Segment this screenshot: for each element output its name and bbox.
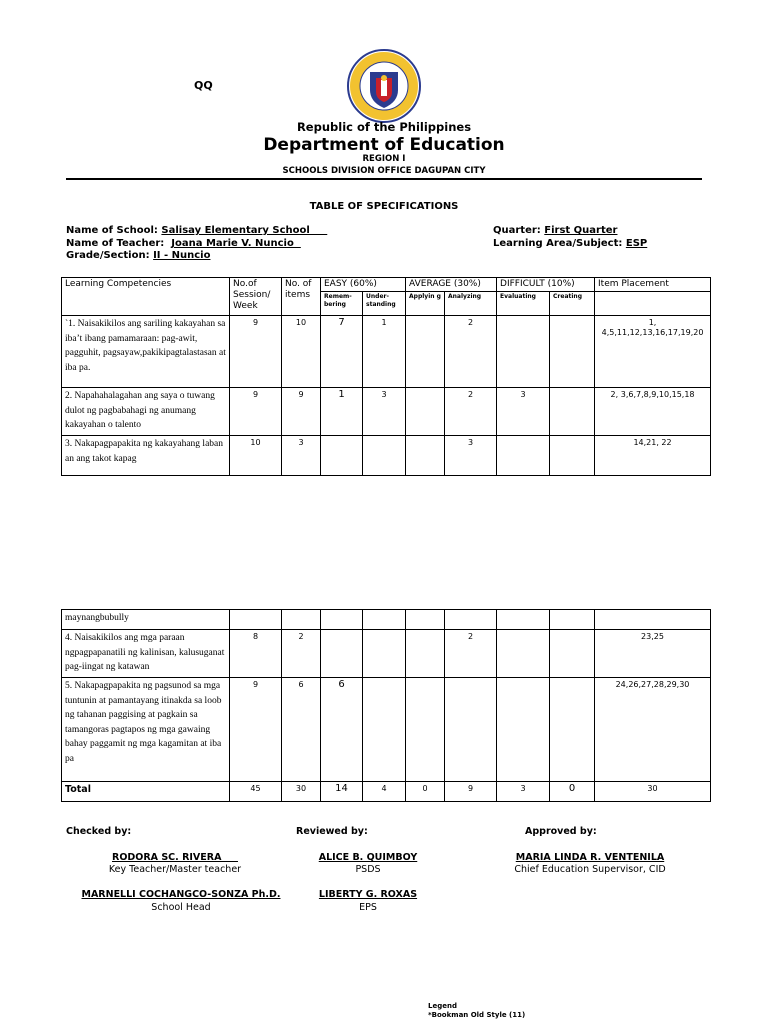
creating-cell xyxy=(550,316,595,388)
remembering-cell xyxy=(321,610,363,630)
competency-cell: 4. Naisakikilos ang mga paraan ngpagpapanatili ng kalinisan, kalusuganat pag-iingat ng katawan xyxy=(62,630,230,678)
header-placement-blank xyxy=(595,292,711,316)
evaluating-cell xyxy=(497,316,550,388)
header-understanding: Under-standing xyxy=(363,292,406,316)
creating-cell xyxy=(550,630,595,678)
items-cell: 9 xyxy=(282,388,321,436)
items-cell: 3 xyxy=(282,436,321,476)
placement-cell: 23,25 xyxy=(595,630,711,678)
signatory-role-2: PSDS xyxy=(355,864,381,875)
legend-title: Legend xyxy=(428,1002,457,1010)
applying-cell xyxy=(406,316,445,388)
sessions-cell xyxy=(230,610,282,630)
tos-table-part1 xyxy=(61,277,711,476)
header-difficult: DIFFICULT (10%) xyxy=(497,278,595,292)
analyzing-cell xyxy=(445,610,497,630)
header-average: AVERAGE (30%) xyxy=(406,278,497,292)
signatory-role-3: Chief Education Supervisor, CID xyxy=(514,864,666,875)
applying-cell xyxy=(406,678,445,782)
page-title: TABLE OF SPECIFICATIONS xyxy=(309,201,459,212)
placement-cell: 14,21, 22 xyxy=(595,436,711,476)
total-sessions: 45 xyxy=(230,782,282,802)
legend-line: *Bookman Old Style (11) xyxy=(428,1011,526,1019)
checked-by-label: Checked by: xyxy=(66,826,132,837)
total-items: 30 xyxy=(282,782,321,802)
remembering-cell xyxy=(321,436,363,476)
signatory-name-5: LIBERTY G. ROXAS xyxy=(318,889,418,900)
signatory-role-4: School Head xyxy=(151,902,211,913)
quarter-value: First Quarter xyxy=(544,225,618,236)
header-remembering: Remem-bering xyxy=(321,292,363,316)
school-value: Salisay Elementary School xyxy=(161,225,328,236)
placement-cell xyxy=(595,610,711,630)
school-info xyxy=(66,225,327,236)
analyzing-cell xyxy=(445,678,497,782)
header-divider xyxy=(66,178,702,180)
signatory-name-4: MARNELLI COCHANGCO-SONZA Ph.D. xyxy=(81,889,281,900)
items-cell xyxy=(282,610,321,630)
remembering-cell xyxy=(321,630,363,678)
total-remembering: 14 xyxy=(321,782,363,802)
department-heading: Department of Education xyxy=(263,135,505,155)
total-label: Total xyxy=(62,782,230,802)
signatory-role-5: EPS xyxy=(359,902,377,913)
header-sessions: No.of Session/ Week xyxy=(230,278,282,316)
items-cell: 10 xyxy=(282,316,321,388)
table-header-row xyxy=(62,278,711,292)
total-creating: 0 xyxy=(550,782,595,802)
understanding-cell xyxy=(363,610,406,630)
analyzing-cell: 2 xyxy=(445,630,497,678)
evaluating-cell: 3 xyxy=(497,388,550,436)
evaluating-cell xyxy=(497,436,550,476)
approved-by-label: Approved by: xyxy=(525,826,597,837)
quarter-info xyxy=(493,225,617,236)
evaluating-cell xyxy=(497,678,550,782)
applying-cell xyxy=(406,610,445,630)
signatory-role-1: Key Teacher/Master teacher xyxy=(108,864,242,875)
subject-value: ESP xyxy=(625,238,648,249)
placement-cell: 1, 4,5,11,12,13,16,17,19,20 xyxy=(595,316,711,388)
teacher-info xyxy=(66,238,301,249)
remembering-cell: 7 xyxy=(321,316,363,388)
competency-cell: maynangbubully xyxy=(62,610,230,630)
header-placement: Item Placement xyxy=(595,278,711,292)
sessions-cell: 9 xyxy=(230,678,282,782)
subject-info xyxy=(493,238,647,249)
evaluating-cell xyxy=(497,610,550,630)
header-items: No. of items xyxy=(282,278,321,316)
header-creating: Creating xyxy=(550,292,595,316)
evaluating-cell xyxy=(497,630,550,678)
total-applying: 0 xyxy=(406,782,445,802)
subject-label: Learning Area/Subject: xyxy=(493,238,623,249)
competency-cell: 2. Napahahalagahan ang saya o tuwang dulot ng pagbabahagi ng anumang kakayahan o talento xyxy=(62,388,230,436)
header-competencies: Learning Competencies xyxy=(62,278,230,316)
remembering-cell: 6 xyxy=(321,678,363,782)
header-applying: Applyin g xyxy=(406,292,445,316)
total-understanding: 4 xyxy=(363,782,406,802)
region-heading: REGION I xyxy=(362,154,406,164)
header-analyzing: Analyzing xyxy=(445,292,497,316)
school-label: Name of School: xyxy=(66,225,158,236)
sessions-cell: 9 xyxy=(230,316,282,388)
signatory-name-1: RODORA SC. RIVERA xyxy=(112,852,238,863)
header-easy: EASY (60%) xyxy=(321,278,406,292)
total-evaluating: 3 xyxy=(497,782,550,802)
total-placement: 30 xyxy=(595,782,711,802)
analyzing-cell: 2 xyxy=(445,388,497,436)
understanding-cell xyxy=(363,678,406,782)
quarter-label: Quarter: xyxy=(493,225,541,236)
total-analyzing: 9 xyxy=(445,782,497,802)
competency-cell: 5. Nakapagpapakita ng pagsunod sa mga tuntunin at pamantayang itinakda sa loob ng tahanan paggising at pagkain sa tamangoras pagtapos ng mga gawaing bahay paggamit ng mga kagamitan at iba pa xyxy=(62,678,230,782)
table-row xyxy=(62,610,711,630)
creating-cell xyxy=(550,678,595,782)
understanding-cell: 3 xyxy=(363,388,406,436)
table-row xyxy=(62,388,711,436)
grade-info xyxy=(66,250,210,261)
understanding-cell: 1 xyxy=(363,316,406,388)
understanding-cell xyxy=(363,630,406,678)
creating-cell xyxy=(550,436,595,476)
header-evaluating: Evaluating xyxy=(497,292,550,316)
items-cell: 2 xyxy=(282,630,321,678)
items-cell: 6 xyxy=(282,678,321,782)
grade-value: II - Nuncio xyxy=(153,250,211,261)
reviewed-by-label: Reviewed by: xyxy=(296,826,368,837)
signatory-name-2: ALICE B. QUIMBOY xyxy=(318,852,418,863)
signatory-name-3: MARIA LINDA R. VENTENILA xyxy=(515,852,665,863)
sessions-cell: 10 xyxy=(230,436,282,476)
corner-mark: QQ xyxy=(194,79,213,92)
table-row xyxy=(62,436,711,476)
sessions-cell: 8 xyxy=(230,630,282,678)
republic-heading: Republic of the Philippines xyxy=(296,120,472,134)
creating-cell xyxy=(550,388,595,436)
tos-table-part2 xyxy=(61,609,711,802)
creating-cell xyxy=(550,610,595,630)
analyzing-cell: 2 xyxy=(445,316,497,388)
table-row xyxy=(62,678,711,782)
applying-cell xyxy=(406,436,445,476)
teacher-value: Joana Marie V. Nuncio xyxy=(171,238,301,249)
applying-cell xyxy=(406,630,445,678)
placement-cell: 24,26,27,28,29,30 xyxy=(595,678,711,782)
table-row xyxy=(62,630,711,678)
grade-label: Grade/Section: xyxy=(66,250,150,261)
competency-cell: 3. Nakapagpapakita ng kakayahang laban an ang takot kapag xyxy=(62,436,230,476)
table-row xyxy=(62,316,711,388)
understanding-cell xyxy=(363,436,406,476)
placement-cell: 2, 3,6,7,8,9,10,15,18 xyxy=(595,388,711,436)
analyzing-cell: 3 xyxy=(445,436,497,476)
remembering-cell: 1 xyxy=(321,388,363,436)
competency-cell: `1. Naisakikilos ang sariling kakayahan sa iba’t ibang pamamaraan: pag-awit, pagguhit, pagsayaw,pakikipagtalastasan at iba pa. xyxy=(62,316,230,388)
division-heading: SCHOOLS DIVISION OFFICE DAGUPAN CITY xyxy=(282,166,486,176)
sessions-cell: 9 xyxy=(230,388,282,436)
deped-seal-icon xyxy=(346,48,422,124)
total-row xyxy=(62,782,711,802)
applying-cell xyxy=(406,388,445,436)
teacher-label: Name of Teacher: xyxy=(66,238,165,249)
